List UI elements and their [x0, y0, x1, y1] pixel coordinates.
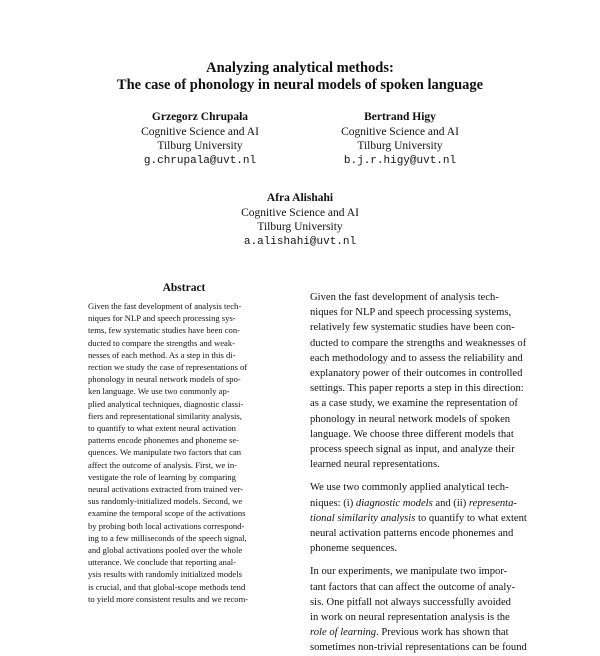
author-block [210, 191, 390, 249]
text-line: affect the outcome of analysis. First, we in- [88, 459, 237, 470]
text-line: phoneme sequences. [310, 543, 398, 555]
emphasis-text: tional similarity analysis [310, 512, 416, 524]
emphasis-text: diagnostic models [355, 497, 433, 509]
text-line [310, 511, 526, 526]
intro-paragraph-1 [310, 290, 526, 472]
text-line: rection we study the case of representations of [88, 362, 248, 373]
emphasis-text: representa- [468, 497, 517, 509]
text-line: examine the temporal scope of the activations [88, 508, 246, 519]
text-line: neural activation patterns encode phonemes and [310, 528, 514, 540]
text-run: . Previous work has shown that [376, 627, 509, 639]
author-affiliation: Cognitive Science and AI [341, 125, 459, 138]
text-run: niques: (i) [310, 497, 356, 509]
author-email: b.j.r.higy@uvt.nl [343, 154, 457, 167]
abstract-body [88, 300, 280, 605]
text-line: phonology in neural network models of spoken [310, 413, 511, 425]
text-line: ducted to compare the strengths and weak- [88, 337, 235, 348]
paper-title-line-1: Analyzing analytical methods: [206, 60, 394, 76]
text-line: as a case study, we examine the representation of [310, 398, 518, 410]
text-line: to yield more consistent results and we recom- [88, 593, 249, 604]
text-line [310, 496, 526, 511]
author-institution: Tilburg University [157, 140, 243, 152]
text-line: phonology in neural network models of spo- [88, 374, 241, 385]
author-block [110, 110, 290, 168]
text-line: in work on neural representation analysis is the [310, 612, 510, 624]
text-line: learned neural representations. [310, 459, 440, 471]
paper-title [0, 60, 600, 94]
abstract-heading: Abstract [162, 282, 206, 294]
text-line: ducted to compare the strengths and weaknesses of [310, 337, 527, 349]
text-line: explanatory power of their outcomes in controlled [310, 368, 523, 380]
text-line: is crucial, and that global-scope methods tend [88, 581, 246, 592]
text-line: relatively few systematic studies have been con- [310, 322, 515, 334]
text-line: utterance. We conclude that reporting anal- [88, 557, 237, 568]
author-institution: Tilburg University [257, 221, 343, 233]
author-institution: Tilburg University [357, 140, 443, 152]
text-line: niques for NLP and speech processing systems, [310, 307, 512, 319]
introduction-column [310, 290, 526, 656]
text-line: neural activations extracted from trained ver- [88, 484, 244, 495]
text-line: fiers and representational similarity analysis, [88, 410, 242, 421]
text-line: and global activations pooled over the whole [88, 545, 243, 556]
intro-paragraph-3 [310, 564, 526, 655]
text-line: sis. One pitfall not always successfully avoided [310, 596, 511, 608]
text-line: tems, few systematic studies have been con- [88, 325, 241, 336]
text-line: In our experiments, we manipulate two impor- [310, 566, 508, 578]
text-line: to quantify to what extent neural activation [88, 423, 236, 434]
text-line: nesses of each method. As a step in this di- [88, 349, 236, 360]
author-email: a.alishahi@uvt.nl [243, 235, 357, 248]
text-line: language. We choose three different models that [310, 428, 514, 440]
author-affiliation: Cognitive Science and AI [141, 125, 259, 138]
text-line: vestigate the role of learning by comparing [88, 471, 236, 482]
author-affiliation: Cognitive Science and AI [241, 206, 359, 219]
text-line: by probing both local activations correspond- [88, 520, 245, 531]
text-run: and (ii) [432, 497, 469, 509]
text-line: each methodology and to assess the reliability and [310, 352, 523, 364]
text-line: ysis results with randomly initialized models [88, 569, 242, 580]
text-line: sometimes non-trivial representations can be found [310, 642, 527, 654]
author-name: Grzegorz Chrupała [151, 111, 249, 123]
paper-title-line-2: The case of phonology in neural models of spoken language [116, 77, 484, 93]
text-line: patterns encode phonemes and phoneme se- [88, 435, 240, 446]
text-line: settings. This paper reports a step in this direction: [310, 383, 524, 395]
author-name: Afra Alishahi [266, 192, 334, 204]
text-line: tant factors that can affect the outcome of analy- [310, 581, 516, 593]
text-line [310, 625, 526, 640]
author-block [310, 110, 490, 168]
text-line: Given the fast development of analysis tech- [310, 292, 499, 303]
text-line: quences. We manipulate two factors that can [88, 447, 242, 458]
text-line: ing to a few milliseconds of the speech signal, [88, 532, 247, 543]
text-line: sus randomly-initialized models. Second, we [88, 496, 243, 507]
text-line: niques for NLP and speech processing sys- [88, 313, 236, 324]
intro-paragraph-2 [310, 480, 526, 556]
text-line: process speech signal as input, and analyze their [310, 444, 515, 456]
text-line: ken language. We use two commonly ap- [88, 386, 230, 397]
text-line: We use two commonly applied analytical tech- [310, 482, 509, 494]
emphasis-text: role of learning [310, 627, 377, 639]
text-run: to quantify to what extent [415, 512, 527, 524]
author-email: g.chrupala@uvt.nl [143, 154, 257, 167]
text-line: plied analytical techniques, diagnostic classi- [88, 398, 244, 409]
author-name: Bertrand Higy [364, 111, 436, 123]
text-line: Given the fast development of analysis tech- [88, 301, 242, 311]
